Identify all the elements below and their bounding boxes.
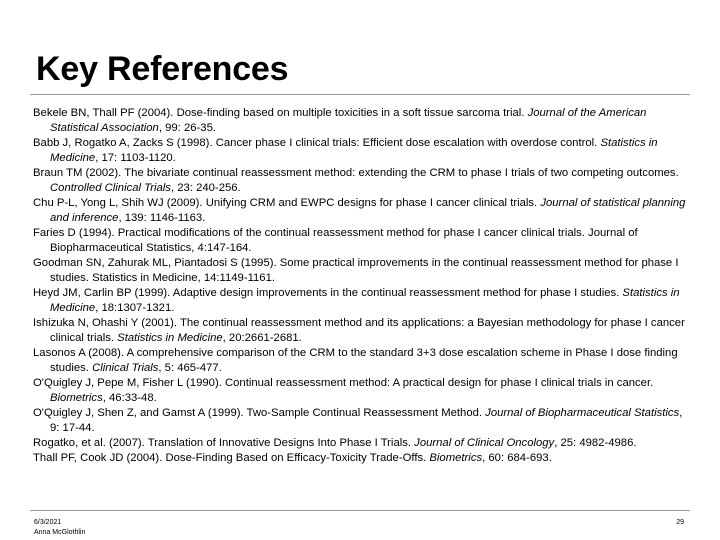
reference-journal: Statistics in Medicine [117,332,223,344]
reference-item [33,346,690,376]
reference-text: Goodman SN, Zahurak ML, Piantadosi S (1995). Some practical improvements in the continual reassessment method for phase I studies. Statistics in Medicine, 14:1149-1161. [33,257,679,284]
reference-journal: Biometrics [50,392,103,404]
reference-item [33,316,690,346]
reference-item [33,166,690,196]
title-divider [30,94,690,95]
reference-item [33,256,690,286]
page-number: 29 [676,519,684,526]
reference-item [33,226,690,256]
reference-item [33,451,690,466]
reference-journal: Journal of Clinical Oncology [414,437,555,449]
reference-text: , 23: 240-256. [170,182,241,194]
reference-item [33,406,690,436]
reference-journal: Journal of Biopharmaceutical Statistics [485,407,680,419]
footer-info [34,518,85,538]
reference-text: Heyd JM, Carlin BP (1999). Adaptive design improvements in the continual reassessment method for phase I studies. [33,287,623,299]
reference-text: , 60: 684-693. [482,452,552,464]
reference-journal: Controlled Clinical Trials [50,182,171,194]
reference-text: Bekele BN, Thall PF (2004). Dose-finding based on multiple toxicities in a soft tissue sarcoma trial. [33,107,528,119]
reference-item [33,376,690,406]
reference-text: Ishizuka N, Ohashi Y (2001). The continual reassessment method and its applications: a Bayesian methodology for phase I cancer clinical trials. [33,317,685,344]
reference-text: , 9: 17-44. [50,407,683,434]
reference-journal: Statistics in Medicine [50,137,658,164]
reference-text: , 17: 1103-1120. [95,152,176,164]
reference-text: Chu P-L, Yong L, Shih WJ (2009). Unifying CRM and EWPC designs for phase I cancer clinical trials. [33,197,541,209]
reference-text: Babb J, Rogatko A, Zacks S (1998). Cancer phase I clinical trials: Efficient dose escalation with overdose control. [33,137,601,149]
reference-text: Lasonos A (2008). A comprehensive comparison of the CRM to the standard 3+3 dose escalation scheme in Phase I dose finding studies. [33,347,678,374]
reference-item [33,196,690,226]
reference-journal: Biometrics [429,452,483,464]
reference-text: O'Quigley J, Pepe M, Fisher L (1990). Continual reassessment method: A practical design for phase I clinical trials in cancer. [33,377,654,389]
reference-journal: Journal of the American Statistical Association [50,107,647,134]
reference-item [33,106,690,136]
footer-divider [30,510,690,511]
reference-text: , 25: 4982-4986. [554,437,637,449]
footer-author: Anna McGlothlin [34,529,86,536]
reference-text: , 139: 1146-1163. [118,212,206,224]
footer-date: 6/3/2021 [34,519,62,526]
reference-item [33,136,690,166]
reference-text: Braun TM (2002). The bivariate continual reassessment method: extending the CRM to phase I trials of two competing outcomes. [33,167,679,179]
reference-text: , 20:2661-2681. [222,332,302,344]
reference-text: O'Quigley J, Shen Z, and Gamst A (1999). Two-Sample Continual Reassessment Method. [33,407,486,419]
reference-text: , 99: 26-35. [158,122,216,134]
slide-title: Key References [36,50,289,88]
reference-list [33,106,690,466]
reference-text: , 5: 465-477. [158,362,222,374]
reference-item [33,436,690,451]
reference-text: Thall PF, Cook JD (2004). Dose-Finding Based on Efficacy-Toxicity Trade-Offs. [33,452,430,464]
reference-text: , 46:33-48. [102,392,157,404]
reference-item [33,286,690,316]
reference-text: , 18:1307-1321. [95,302,175,314]
reference-journal: Journal of statistical planning and inference [50,197,686,224]
reference-journal: Clinical Trials [92,362,159,374]
reference-text: Rogatko, et al. (2007). Translation of Innovative Designs Into Phase I Trials. [33,437,415,449]
reference-journal: Statistics in Medicine [50,287,680,314]
reference-text: Faries D (1994). Practical modifications of the continual reassessment method for phase I cancer clinical trials. Journal of Biopharmaceutical Statistics, 4:147-164. [33,227,638,254]
